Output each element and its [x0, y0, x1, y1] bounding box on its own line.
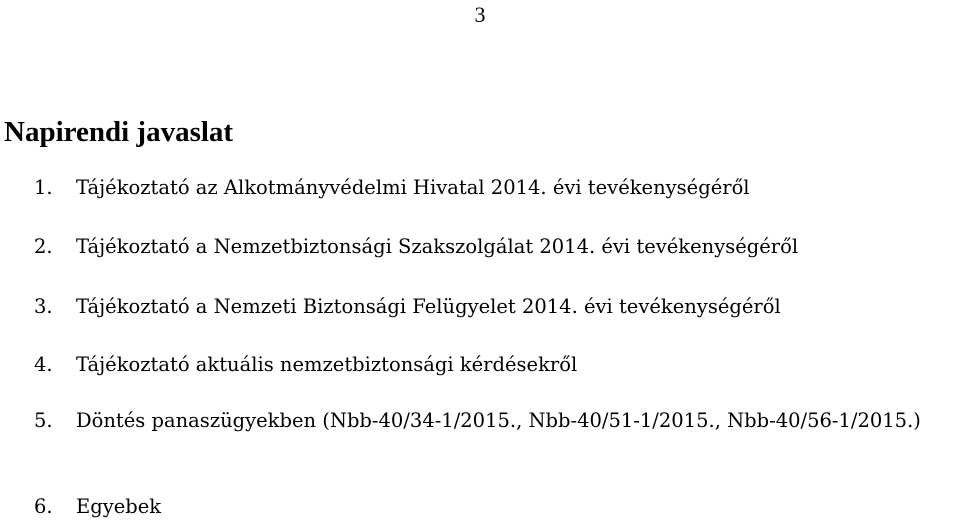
agenda-item-text: Tájékoztató az Alkotmányvédelmi Hivatal 2014. évi tevékenységéről [76, 176, 750, 199]
agenda-item-6 [34, 492, 960, 522]
agenda-item-2 [34, 232, 960, 262]
agenda-item-number: 2. [34, 235, 53, 258]
agenda-item-3 [34, 292, 960, 322]
agenda-item-number: 4. [34, 353, 53, 376]
agenda-item-5 [34, 406, 960, 436]
agenda-item-number: 6. [34, 495, 53, 518]
agenda-item-1 [34, 173, 960, 203]
agenda-item-text: Tájékoztató aktuális nemzetbiztonsági kérdésekről [76, 353, 578, 376]
agenda-item-text: Döntés panaszügyekben (Nbb-40/34-1/2015., Nbb-40/51-1/2015., Nbb-40/56-1/2015.) [76, 409, 921, 432]
agenda-item-4 [34, 350, 960, 380]
page-number: 3 [474, 2, 486, 27]
agenda-item-number: 5. [34, 409, 53, 432]
agenda-item-number: 3. [34, 295, 53, 318]
agenda-item-text: Tájékoztató a Nemzetbiztonsági Szakszolgálat 2014. évi tevékenységéről [76, 235, 799, 258]
agenda-item-text: Tájékoztató a Nemzeti Biztonsági Felügyelet 2014. évi tevékenységéről [76, 295, 781, 318]
agenda-item-number: 1. [34, 176, 53, 199]
agenda-item-text: Egyebek [76, 495, 162, 518]
agenda-title: Napirendi javaslat [4, 116, 234, 148]
